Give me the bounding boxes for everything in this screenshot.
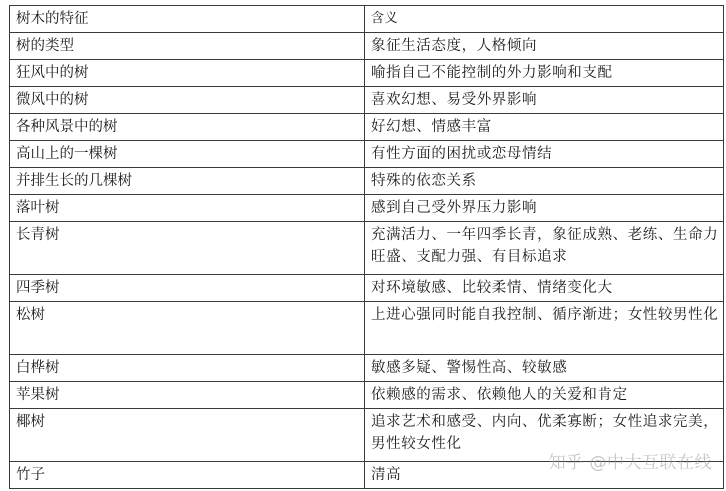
feature-cell: 微风中的树 — [10, 87, 365, 114]
feature-cell: 长青树 — [10, 222, 365, 275]
feature-cell: 竹子 — [10, 462, 365, 489]
meaning-cell: 象征生活态度，人格倾向 — [365, 33, 724, 60]
meaning-cell: 上进心强同时能自我控制、循序渐进；女性较男性化 — [365, 302, 724, 355]
table-row — [10, 382, 724, 409]
feature-cell: 松树 — [10, 302, 365, 355]
table-row — [10, 60, 724, 87]
feature-cell: 高山上的一棵树 — [10, 141, 365, 168]
table-row — [10, 141, 724, 168]
table-row — [10, 168, 724, 195]
meaning-cell: 有性方面的困扰或恋母情结 — [365, 141, 724, 168]
table-row — [10, 302, 724, 355]
meaning-cell: 充满活力、一年四季长青，象征成熟、老练、生命力旺盛、支配力强、有目标追求 — [365, 222, 724, 275]
feature-cell: 苹果树 — [10, 382, 365, 409]
table-row — [10, 33, 724, 60]
meaning-cell: 特殊的依恋关系 — [365, 168, 724, 195]
feature-cell: 狂风中的树 — [10, 60, 365, 87]
zhihu-watermark: 知乎 @中大互联在线 — [548, 453, 712, 473]
table-row — [10, 114, 724, 141]
table-row — [10, 222, 724, 275]
table-header-row — [10, 6, 724, 33]
meaning-cell: 好幻想、情感丰富 — [365, 114, 724, 141]
header-meaning: 含义 — [365, 6, 724, 33]
tree-traits-table — [9, 5, 724, 489]
feature-cell: 落叶树 — [10, 195, 365, 222]
table-row — [10, 355, 724, 382]
table-row — [10, 195, 724, 222]
feature-cell: 白桦树 — [10, 355, 365, 382]
meaning-cell: 对环境敏感、比较柔情、情绪变化大 — [365, 275, 724, 302]
meaning-cell: 敏感多疑、警惕性高、较敏感 — [365, 355, 724, 382]
meaning-cell: 喜欢幻想、易受外界影响 — [365, 87, 724, 114]
feature-cell: 并排生长的几棵树 — [10, 168, 365, 195]
feature-cell: 各种风景中的树 — [10, 114, 365, 141]
meaning-cell: 感到自己受外界压力影响 — [365, 195, 724, 222]
meaning-cell: 追求艺术和感受、内向、优柔寡断；女性追求完美，男性较女性化 — [365, 409, 724, 462]
meaning-cell: 依赖感的需求、依赖他人的关爱和肯定 — [365, 382, 724, 409]
header-feature: 树木的特征 — [10, 6, 365, 33]
meaning-cell: 喻指自己不能控制的外力影响和支配 — [365, 60, 724, 87]
feature-cell: 四季树 — [10, 275, 365, 302]
feature-cell: 树的类型 — [10, 33, 365, 60]
table-row — [10, 275, 724, 302]
meaning-cell: 清高 — [365, 462, 724, 489]
feature-cell: 椰树 — [10, 409, 365, 462]
table-row — [10, 87, 724, 114]
